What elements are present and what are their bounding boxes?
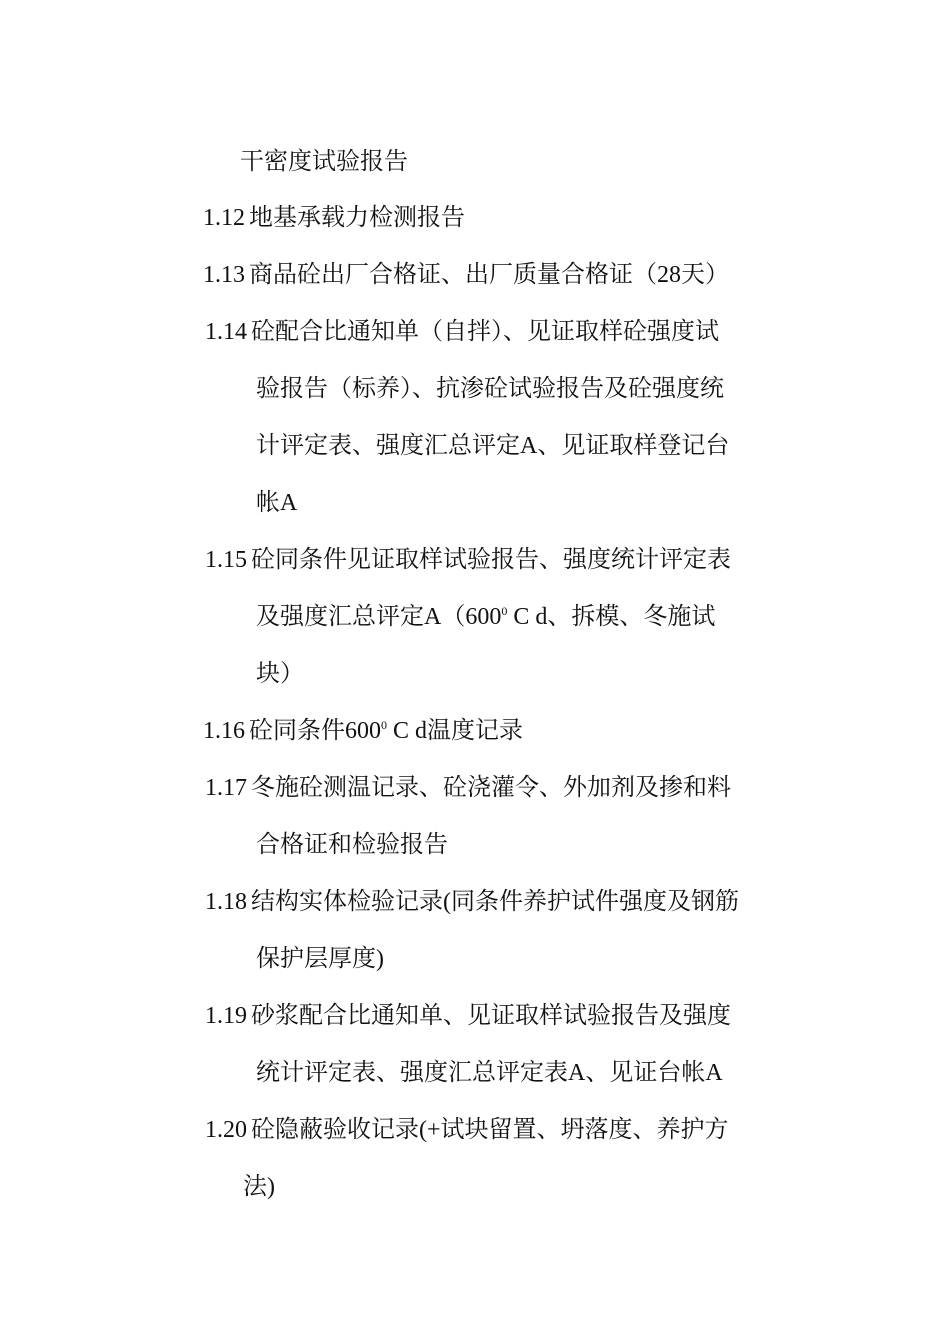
list-item-1-15 bbox=[205, 545, 731, 575]
item-number: 1.14 bbox=[205, 319, 247, 345]
list-item-1-20 bbox=[205, 1115, 729, 1145]
list-item-1-18 bbox=[205, 887, 739, 917]
item-text: 砂浆配合比通知单、见证取样试验报告及强度 bbox=[251, 1003, 731, 1029]
item-text: 验报告（标养）、抗渗砼试验报告及砼强度统 bbox=[256, 376, 724, 402]
list-item-1-15-line3 bbox=[256, 659, 304, 689]
list-item-1-17 bbox=[205, 773, 731, 803]
list-item-1-15-line2 bbox=[256, 602, 715, 632]
item-text: 合格证和检验报告 bbox=[256, 832, 448, 858]
list-item-1-19-line2 bbox=[256, 1058, 723, 1088]
item-text: 保护层厚度) bbox=[256, 946, 384, 972]
list-item-1-17-line2 bbox=[256, 830, 448, 860]
item-number: 1.20 bbox=[205, 1117, 247, 1143]
list-item-1-19 bbox=[205, 1001, 731, 1031]
list-item-1-18-line2 bbox=[256, 944, 384, 974]
item-text: 冬施砼测温记录、砼浇灌令、外加剂及掺和料 bbox=[251, 775, 731, 801]
list-item-1-20-line2 bbox=[243, 1172, 275, 1202]
item-text: 块） bbox=[256, 661, 304, 687]
item-number: 1.16 bbox=[203, 718, 245, 744]
item-text: 地基承载力检测报告 bbox=[249, 205, 465, 231]
item-text: 砼同条件见证取样试验报告、强度统计评定表 bbox=[251, 547, 731, 573]
item-number: 1.13 bbox=[203, 262, 245, 288]
item-text: 砼配合比通知单（自拌）、见证取样砼强度试 bbox=[251, 319, 719, 345]
superscript: 0 bbox=[381, 718, 387, 732]
list-item-1-14-line2 bbox=[256, 374, 724, 404]
item-text: C d、拆模、冬施试 bbox=[513, 604, 716, 630]
item-number: 1.18 bbox=[205, 889, 247, 915]
item-text: 及强度汇总评定A（600 bbox=[256, 604, 502, 630]
item-number: 1.19 bbox=[205, 1003, 247, 1029]
item-text: 结构实体检验记录(同条件养护试件强度及钢筋 bbox=[251, 889, 739, 915]
item-text: 商品砼出厂合格证、出厂质量合格证（28天） bbox=[249, 262, 729, 288]
item-number: 1.12 bbox=[203, 205, 245, 231]
list-item-1-14-line4 bbox=[256, 488, 297, 518]
list-item-1-14 bbox=[205, 317, 719, 347]
item-text: 砼同条件600 bbox=[249, 718, 381, 744]
item-text: C d温度记录 bbox=[393, 718, 524, 744]
list-item-1-12 bbox=[203, 203, 465, 233]
list-item-1-14-line3 bbox=[256, 431, 729, 461]
item-number: 1.17 bbox=[205, 775, 247, 801]
item-number: 1.15 bbox=[205, 547, 247, 573]
item-text: 干密度试验报告 bbox=[240, 149, 408, 175]
item-text: 法) bbox=[243, 1174, 275, 1200]
superscript: 0 bbox=[501, 604, 508, 618]
item-text: 统计评定表、强度汇总评定表A、见证台帐A bbox=[256, 1060, 723, 1086]
list-item-continuation bbox=[240, 147, 408, 177]
item-text: 帐A bbox=[256, 490, 298, 516]
list-item-1-16 bbox=[203, 716, 523, 746]
item-text: 砼隐蔽验收记录(+试块留置、坍落度、养护方 bbox=[251, 1117, 729, 1143]
list-item-1-13 bbox=[203, 260, 729, 290]
item-text: 计评定表、强度汇总评定A、见证取样登记台 bbox=[256, 433, 730, 459]
